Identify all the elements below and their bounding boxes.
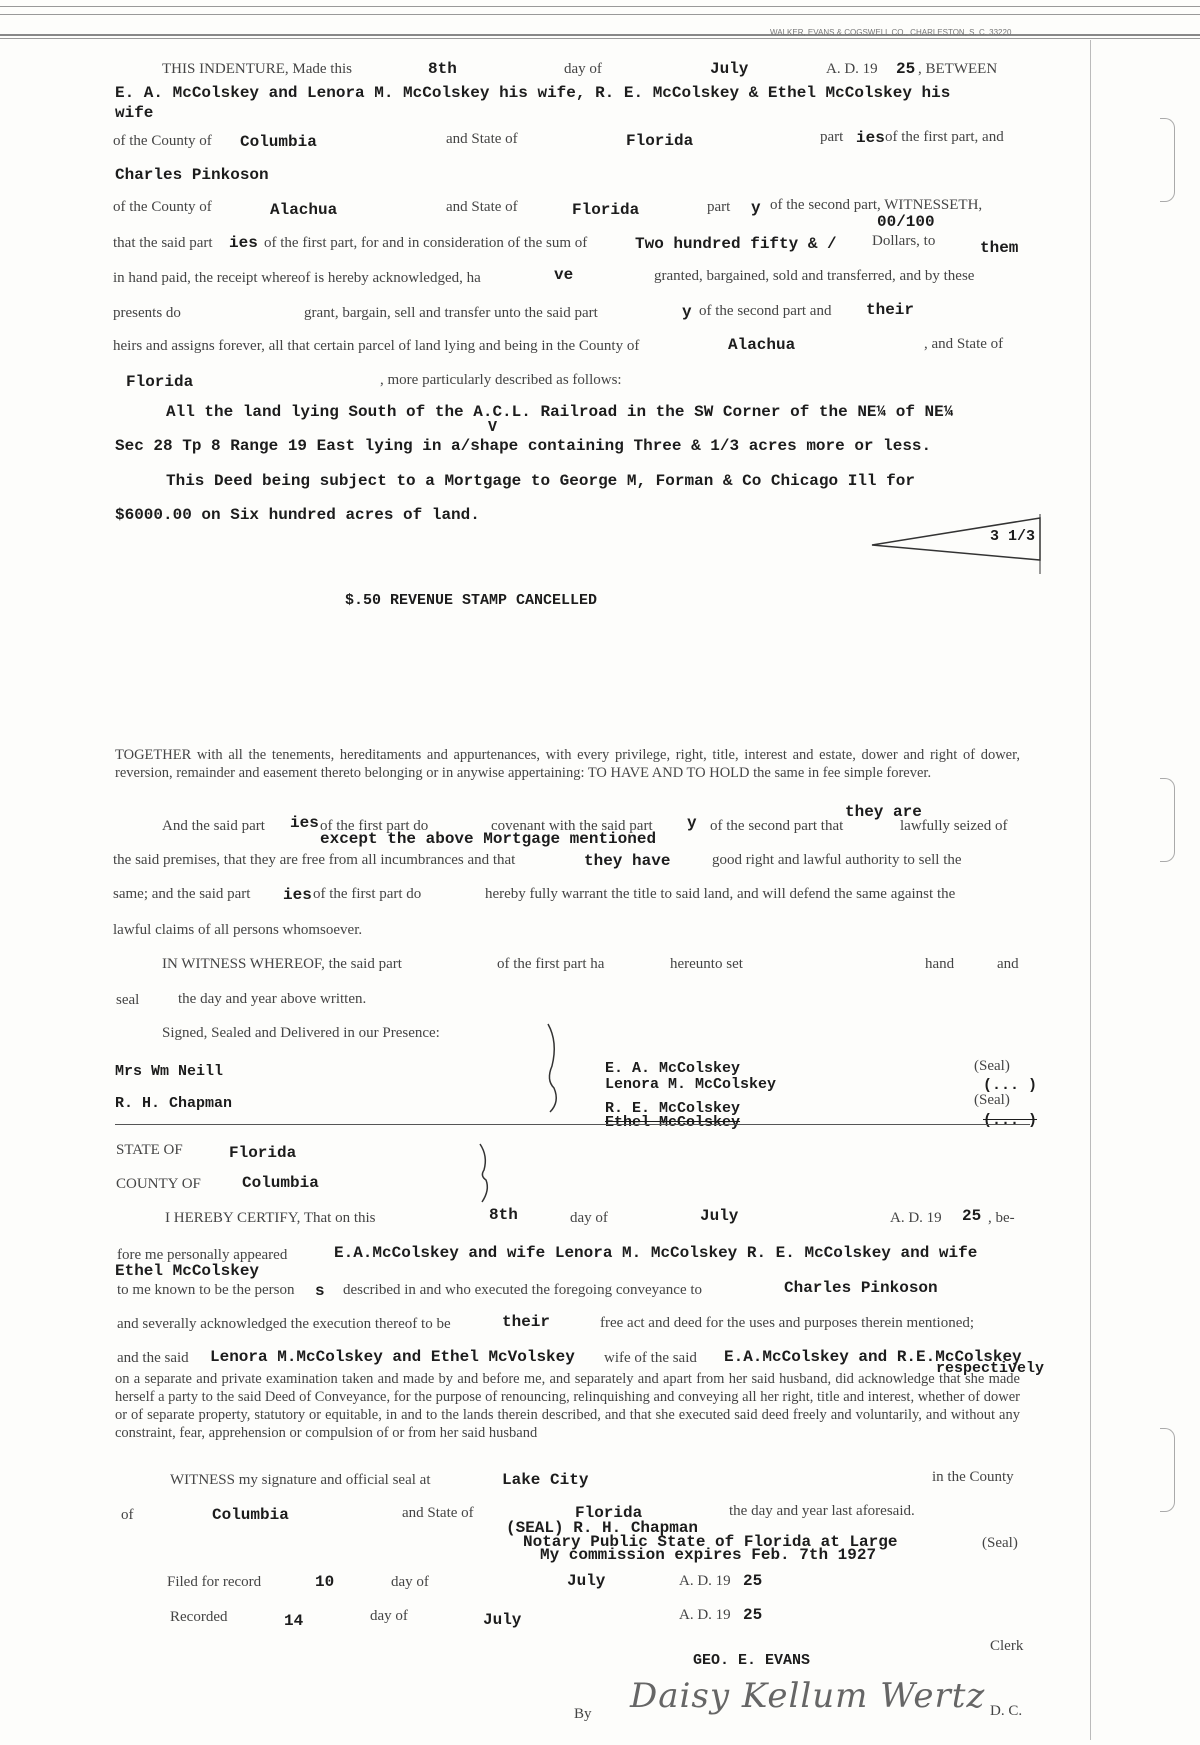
revenue-stamp: $.50 REVENUE STAMP CANCELLED <box>345 592 598 609</box>
witness-name: R. H. Chapman <box>115 1095 233 1112</box>
seal-mark: (... ) <box>983 1112 1038 1129</box>
recorded-label: Recorded <box>170 1609 228 1625</box>
state-value: Florida <box>229 1144 297 1162</box>
state-value: Florida <box>575 1504 643 1522</box>
dc-label: D. C. <box>990 1703 1023 1719</box>
in-county-label: in the County <box>932 1469 1014 1485</box>
county-value: Columbia <box>240 133 317 151</box>
triangle-sketch <box>870 514 1050 576</box>
made-this-label: THIS INDENTURE, Made this <box>162 61 352 77</box>
binding-mark <box>1160 118 1175 202</box>
of-county-label: of the County of <box>113 199 212 215</box>
signer-name: Ethel McColskey <box>605 1114 741 1131</box>
state-value: Florida <box>626 132 694 150</box>
together-clause: TOGETHER with all the tenements, hereditaments and appurtenances, with every privilege, right, title, interest and estate, dower and right of dower, reversion, remainder and easement thereto belonging or in anywise appertaining: TO HAVE AND TO HOLD the same in fee simple forever. <box>115 747 1020 781</box>
margin-line <box>1090 40 1091 1740</box>
hereunto-set-label: hereunto set <box>670 956 743 972</box>
in-hand-label: in hand paid, the receipt whereof is hereby acknowledged, ha <box>113 270 481 286</box>
description-line3: This Deed being subject to a Mortgage to George M, Forman & Co Chicago Ill for <box>166 472 915 490</box>
grantors-line1: E. A. McColskey and Lenora M. McColskey his wife, R. E. McColskey & Ethel McColskey his <box>115 84 951 102</box>
brace <box>476 1142 496 1204</box>
same-said-label: same; and the said part <box>113 886 251 902</box>
described-executed-label: described in and who executed the foregoing conveyance to <box>343 1282 703 1298</box>
first-part-ha-label: of the first part ha <box>497 956 605 972</box>
filed-month-value: July <box>567 1572 606 1590</box>
and-state-label: and State of <box>446 199 518 215</box>
by-label: By <box>574 1706 592 1722</box>
signer-name: R. E. McColskey <box>605 1100 741 1117</box>
clerk-name: GEO. E. EVANS <box>693 1652 811 1669</box>
clerk-label: Clerk <box>990 1638 1024 1654</box>
good-right-label: good right and lawful authority to sell the <box>712 852 962 868</box>
second-part-that-label: of the second part that <box>710 818 844 834</box>
grantee-name: Charles Pinkoson <box>115 166 269 184</box>
wives-names: Lenora M.McColskey and Ethel McVolskey <box>210 1348 575 1366</box>
recorded-day-value: 14 <box>284 1612 304 1630</box>
brace <box>544 1022 564 1114</box>
seal-mark: (Seal) <box>974 1058 1010 1074</box>
witness-name: Mrs Wm Neill <box>115 1063 224 1080</box>
triangle-label: 3 1/3 <box>990 528 1036 545</box>
county-value: Columbia <box>242 1174 319 1192</box>
day-of-label: day of <box>570 1210 608 1226</box>
ad-label: A. D. 19 <box>826 61 878 77</box>
first-part-label: of the first part, and <box>885 129 1004 145</box>
appeared-names: Ethel McColskey <box>115 1262 260 1280</box>
day-year-label: the day and year above written. <box>178 991 367 1007</box>
their-value: their <box>866 301 915 319</box>
place-value: Lake City <box>502 1471 589 1489</box>
they-are-value: they are <box>845 803 922 821</box>
except-mortgage: except the above Mortgage mentioned <box>320 830 657 848</box>
filed-for-record-label: Filed for record <box>167 1574 262 1590</box>
state-of-label: STATE OF <box>116 1142 183 1158</box>
consideration-label: of the first part, for and in consideration of the sum of <box>264 235 588 251</box>
recorded-year-value: 25 <box>743 1606 763 1624</box>
witness-signature-label: WITNESS my signature and official seal at <box>170 1472 431 1488</box>
notary-title: Notary Public State of Florida at Large <box>523 1533 898 1551</box>
they-have-value: they have <box>584 852 671 870</box>
presents-do-label: presents do <box>113 305 181 321</box>
seal-mark: (... ) <box>983 1077 1038 1094</box>
grantors-line2: wife <box>115 104 154 122</box>
and-said-part-label: And the said part <box>162 818 265 834</box>
y-value: y <box>687 814 697 832</box>
county-value: Columbia <box>212 1506 289 1524</box>
and-label: and <box>997 956 1019 972</box>
last-aforesaid-label: the day and year last aforesaid. <box>729 1503 915 1519</box>
county-value: Alachua <box>270 201 338 219</box>
granted-label: granted, bargained, sold and transferred, and by these <box>654 268 975 284</box>
insert-mark: V <box>488 419 498 436</box>
fraction-value: 00/100 <box>877 213 935 231</box>
description-line1: All the land lying South of the A.C.L. Railroad in the SW Corner of the NE¼ of NE¼ <box>166 403 954 421</box>
ies-value: ies <box>229 234 258 252</box>
appeared-names: E.A.McColskey and wife Lenora M. McColskey R. E. McColskey and wife <box>334 1244 978 1262</box>
county-value: Alachua <box>728 336 796 354</box>
in-witness-label: IN WITNESS WHEREOF, the said part <box>162 956 402 972</box>
separate-examination-clause: on a separate and private examination taken and made by and before me, and separately and apart from her said husband, did acknowledge that she made herself a party to the said Deed of Conveyance, for the purpose of renouncing, relinquishing and conveying all her right, title and interest, whether of dower or of separate property, statutory or equitable, in and to the lands therein described, and that she executed said deed freely and voluntarily, and without any constraint, fear, apprehension or compulsion of or from her said husband <box>115 1371 1020 1441</box>
day-of-label: day of <box>564 61 602 77</box>
s-value: s <box>315 1282 325 1300</box>
described-label: , more particularly described as follows: <box>380 372 622 388</box>
husbands-names: E.A.McColskey and R.E.McColskey <box>724 1348 1022 1366</box>
y-value: y <box>751 199 761 217</box>
notary-commission: My commission expires Feb. 7th 1927 <box>540 1546 877 1564</box>
fore-me-label: fore me personally appeared <box>117 1247 288 1263</box>
ad-label: A. D. 19 <box>679 1573 731 1589</box>
free-act-label: free act and deed for the uses and purposes therein mentioned; <box>600 1315 975 1331</box>
signer-name: E. A. McColskey <box>605 1060 741 1077</box>
lawfully-seized-label: lawfully seized of <box>900 818 1008 834</box>
heirs-label: heirs and assigns forever, all that certain parcel of land lying and being in the County of <box>113 338 640 354</box>
of-county-label: of the County of <box>113 133 212 149</box>
signed-sealed-label: Signed, Sealed and Delivered in our Presence: <box>162 1025 440 1041</box>
binding-mark <box>1160 778 1175 862</box>
description-line2: Sec 28 Tp 8 Range 19 East lying in a/shape containing Three & 1/3 acres more or less. <box>115 437 932 455</box>
be-label: , be- <box>988 1210 1015 1226</box>
printer-imprint: WALKER, EVANS & COGSWELL CO., CHARLESTON, S. C. 33220 <box>770 28 1012 37</box>
day-of-label: day of <box>370 1608 408 1624</box>
signer-name: Lenora M. McColskey <box>605 1076 777 1093</box>
grantee-name: Charles Pinkoson <box>784 1279 938 1297</box>
notary-seal: (Seal) <box>982 1535 1018 1551</box>
first-part-do-label: of the first part do <box>313 886 422 902</box>
respectively-note: respectively <box>936 1360 1045 1377</box>
month-value: July <box>700 1207 739 1225</box>
filed-year-value: 25 <box>743 1572 763 1590</box>
them-value: them <box>980 239 1019 257</box>
seal-label: seal <box>116 992 140 1008</box>
ad-label: A. D. 19 <box>890 1210 942 1226</box>
warrant-label: hereby fully warrant the title to said land, and will defend the same against the <box>485 886 956 902</box>
severally-label: and severally acknowledged the execution thereof to be <box>117 1316 451 1332</box>
certify-label: I HEREBY CERTIFY, That on this <box>165 1210 376 1226</box>
ad-label: A. D. 19 <box>679 1607 731 1623</box>
their-value: their <box>502 1313 551 1331</box>
that-said-label: that the said part <box>113 235 213 251</box>
known-to-label: to me known to be the person <box>117 1282 295 1298</box>
said-premises-label: the said premises, that they are free from all incumbrances and that <box>113 852 516 868</box>
year-value: 25 <box>962 1207 982 1225</box>
dollars-to-label: Dollars, to <box>872 233 936 249</box>
second-and-label: of the second part and <box>699 303 832 319</box>
lawful-claims-label: lawful claims of all persons whomsoever. <box>113 922 363 938</box>
y-value: y <box>682 303 692 321</box>
ies-value: ies <box>283 886 312 904</box>
signature-rule <box>115 1124 1030 1125</box>
and-state-of-label: , and State of <box>924 336 1004 352</box>
recorded-month-value: July <box>483 1611 522 1629</box>
ve-value: ve <box>554 266 574 284</box>
deputy-signature: Daisy Kellum Wertz <box>630 1676 986 1716</box>
county-of-label: COUNTY OF <box>116 1176 201 1192</box>
day-of-label: day of <box>391 1574 429 1590</box>
ies-value: ies <box>290 814 319 832</box>
seal-mark: (Seal) <box>974 1092 1010 1108</box>
and-the-said-label: and the said <box>117 1350 189 1366</box>
part-label: part <box>820 129 844 145</box>
binding-mark <box>1160 1428 1175 1512</box>
year-value: 25 <box>896 60 916 78</box>
ies-value: ies <box>856 129 885 147</box>
covenant-with-label: covenant with the said part <box>491 818 653 834</box>
wife-of-label: wife of the said <box>604 1350 697 1366</box>
and-state-label: and State of <box>446 131 518 147</box>
description-line4: $6000.00 on Six hundred acres of land. <box>115 506 480 524</box>
first-part-do-label: of the first part do <box>320 818 429 834</box>
notary-name: (SEAL) R. H. Chapman <box>506 1519 699 1537</box>
sum-value: Two hundred fifty & / <box>635 235 837 253</box>
and-state-label: and State of <box>402 1505 474 1521</box>
state-value: Florida <box>572 201 640 219</box>
day-value: 8th <box>428 60 457 78</box>
month-value: July <box>710 60 749 78</box>
grant-unto-label: grant, bargain, sell and transfer unto the said part <box>304 305 598 321</box>
part-label: part <box>707 199 731 215</box>
state-value: Florida <box>126 373 194 391</box>
hand-label: hand <box>925 956 955 972</box>
of-label: of <box>121 1507 134 1523</box>
day-value: 8th <box>489 1206 518 1224</box>
between-label: , BETWEEN <box>918 61 998 77</box>
filed-day-value: 10 <box>315 1573 335 1591</box>
second-part-label: of the second part, WITNESSETH, <box>770 197 983 213</box>
